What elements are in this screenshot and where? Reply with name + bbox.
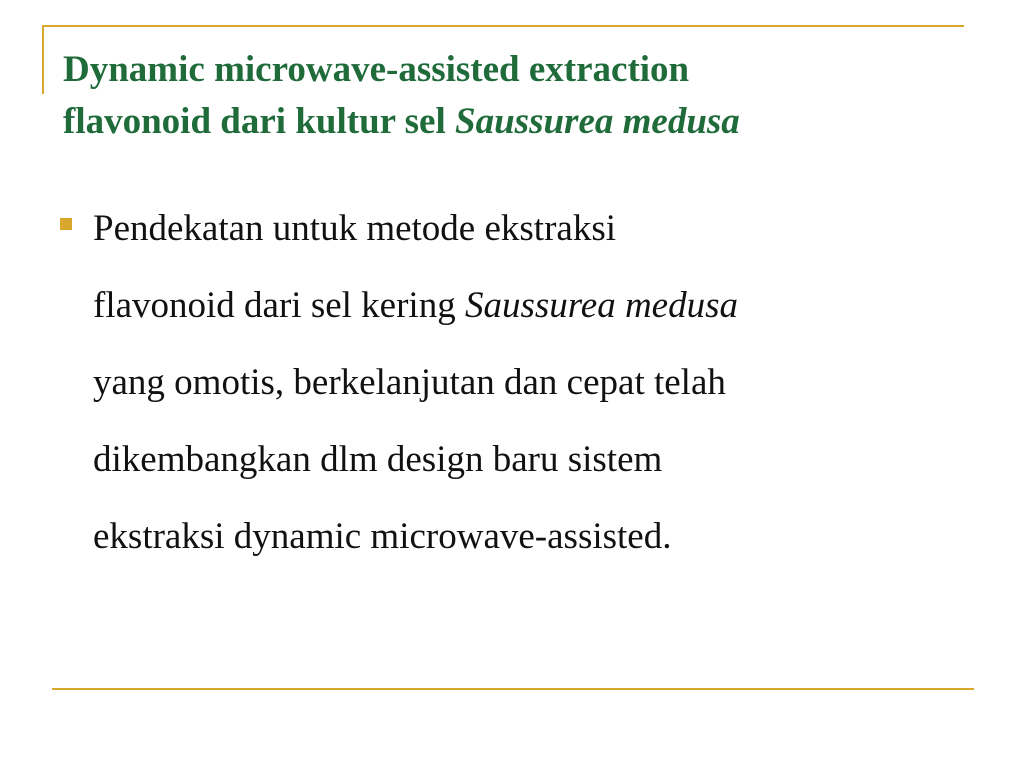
bullet-line-3: yang omotis, berkelanjutan dan cepat telah xyxy=(93,362,726,403)
slide-title xyxy=(63,44,963,148)
bullet-line-4: dikembangkan dlm design baru sistem xyxy=(93,439,663,480)
top-accent-line xyxy=(42,25,964,27)
bottom-accent-line xyxy=(52,688,974,690)
bullet-square-icon xyxy=(60,218,72,230)
title-line-1: Dynamic microwave-assisted extraction xyxy=(63,49,690,90)
bullet-line-5: ekstraksi dynamic microwave-assisted. xyxy=(93,516,672,557)
bullet-line-2-text: flavonoid dari sel kering xyxy=(93,285,465,326)
title-line-2-text: flavonoid dari kultur sel xyxy=(63,101,456,142)
title-line-2 xyxy=(63,96,963,148)
left-accent-line xyxy=(42,25,44,94)
title-species-name: Saussurea medusa xyxy=(455,101,740,142)
bullet-species-name: Saussurea medusa xyxy=(464,285,738,326)
bullet-line-2 xyxy=(93,267,973,344)
bullet-paragraph xyxy=(93,190,973,575)
bullet-line-1: Pendekatan untuk metode ekstraksi xyxy=(93,208,617,249)
